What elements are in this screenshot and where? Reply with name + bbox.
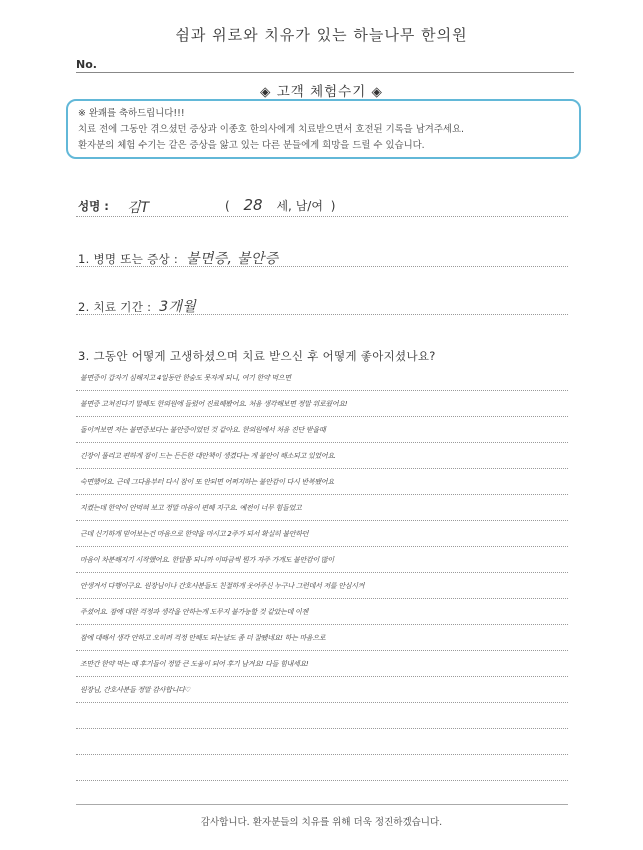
handwriting-line-1: 불면증이 갑자기 심해지고 4일동안 한숨도 못자게 되니, 여기 한약 먹으면	[80, 374, 291, 382]
handwriting-line-11: 잠에 대해서 생각 안하고 오히려 걱정 안해도 되는날도 좀 더 잘됐네요! 하는 마음으로	[80, 634, 326, 642]
ruled-line	[76, 546, 568, 547]
handwriting-line-10: 주셨어요. 잠에 대한 걱정과 생각을 안하는게 도무지 불가능할 것 같았는데 이젠	[80, 608, 308, 616]
ruled-line	[76, 442, 568, 443]
handwriting-line-8: 마음이 차분해지기 시작했어요. 한달쯤 되니까 이따금씩 뭔가 자주 가게도 불안감이 많이	[80, 556, 334, 564]
handwriting-line-9: 안생겨서 다행이구요. 원장님이나 간호사분들도 친절하게 웃어주신 누구나 그런데서 저를 안심시켜	[80, 582, 365, 590]
handwriting-line-4: 긴장이 풀리고 편하게 잠이 드는 든든한 대안책이 생겼다는 게 불안이 해소되고 있었어요.	[80, 452, 336, 460]
handwriting-line-2: 불면증 고쳐진다기 말해도 한의원에 들렀어 진료해봤어요. 처음 생각해보면 정말 위로웠어요!	[80, 400, 348, 408]
name-value: 김Т	[127, 200, 150, 216]
ruled-line	[76, 416, 568, 417]
age-gender-group	[225, 196, 335, 214]
question-1-underline	[76, 266, 568, 267]
ruled-line	[76, 598, 568, 599]
ruled-line	[76, 468, 568, 469]
handwriting-line-7: 근데 신기하게 믿어보는건 마음으로 한약을 마시고 2주가 되서 확실히 불안하던	[80, 530, 309, 538]
ruled-line	[76, 650, 568, 651]
ruled-line	[76, 572, 568, 573]
footer-divider	[76, 804, 568, 805]
ruled-line	[76, 390, 568, 391]
notice-box	[66, 99, 581, 159]
name-label: 성명 :	[78, 199, 109, 213]
gender-value: 남/여	[295, 199, 323, 213]
handwriting-line-13: 원장님, 간호사분들 정말 감사합니다♡	[80, 686, 191, 694]
age-unit: 세,	[276, 199, 292, 213]
notice-line-1: ※ 완쾌를 축하드립니다!!!	[78, 108, 185, 119]
footer-message: 감사합니다. 환자분들의 치유를 위해 더욱 정진하겠습니다.	[200, 817, 443, 828]
ruled-line	[76, 780, 568, 781]
question-3	[78, 348, 436, 364]
notice-line-3: 환자분의 체험 수기는 같은 증상을 앓고 있는 다른 분들에게 희망을 드릴 수 있습니다.	[78, 140, 425, 151]
handwriting-line-5: 숙면했어요. 근데 그다음부터 다시 잠이 또 안되면 어쩌지하는 불안감이 다시 반복됐어요	[80, 478, 334, 486]
ruled-line	[76, 754, 568, 755]
notice-line-2: 치료 전에 그동안 겪으셨던 증상과 이종호 한의사에게 치료받으면서 호전된 기록을 남겨주세요.	[78, 124, 464, 135]
age-value: 28	[243, 196, 263, 214]
document-heading: ◈ 고객 체험수기 ◈	[260, 84, 383, 100]
ruled-line	[76, 676, 568, 677]
clinic-title: 쉼과 위로와 치유가 있는 하늘나무 한의원	[175, 26, 468, 44]
no-label: No.	[76, 58, 97, 71]
question-2-label: 2. 치료 기간 :	[78, 300, 152, 314]
question-2-answer: 3개월	[159, 299, 197, 315]
handwriting-line-6: 지켰는데 한약이 안먹혀 보고 정말 마음이 편해 지구요. 예전이 너무 힘들었고	[80, 504, 302, 512]
question-1-answer: 불면증, 불안증	[186, 251, 279, 267]
ruled-line	[76, 624, 568, 625]
open-paren: (	[225, 199, 230, 213]
question-1	[78, 248, 278, 268]
question-2	[78, 296, 196, 316]
question-3-label: 3. 그동안 어떻게 고생하셨으며 치료 받으신 후 어떻게 좋아지셨나요?	[78, 349, 436, 363]
question-1-label: 1. 병명 또는 증상 :	[78, 252, 179, 266]
handwriting-line-12: 조만간 한약 먹는 때 후기들이 정말 큰 도움이 되어 후기 남겨요! 다들 힘내세요!	[80, 660, 309, 668]
ruled-line	[76, 728, 568, 729]
ruled-line	[76, 702, 568, 703]
handwriting-line-3: 돌이켜보면 저는 불면증보다는 불안증이었던 것 같아요. 한의원에서 처음 진단 받을때	[80, 426, 326, 434]
close-paren: )	[330, 199, 336, 213]
ruled-line	[76, 494, 568, 495]
name-field	[78, 198, 109, 214]
name-underline	[76, 216, 568, 217]
no-underline	[76, 72, 574, 73]
question-2-underline	[76, 314, 568, 315]
ruled-line	[76, 520, 568, 521]
